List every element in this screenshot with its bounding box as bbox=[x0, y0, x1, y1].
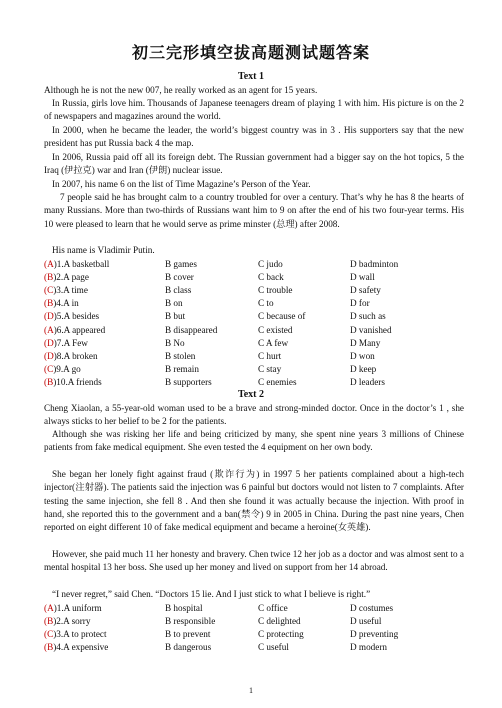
text2-paragraph: Although she was risking her life and being criticized by many, she spent nine years 3 millions of Chinese patients from fake medical equipment. She even tested the 4 equipment on her own body. bbox=[44, 429, 464, 453]
paren-open: ( bbox=[44, 298, 48, 309]
question-answer-and-option-a bbox=[44, 641, 108, 654]
text2-paragraph: However, she paid much 11 her honesty and bravery. Chen twice 12 her job as a doctor and was almost sent to a mental hospital 13 her boss. She used up her money and lived on support from her 14 abroad. bbox=[44, 549, 465, 573]
question-number: )8. bbox=[53, 350, 64, 361]
question-answer-and-option-a bbox=[44, 628, 107, 641]
question-answer-and-option-a bbox=[44, 310, 99, 323]
paren-open: ( bbox=[44, 603, 48, 613]
option-b: B cover bbox=[165, 272, 194, 283]
question-number: )5. bbox=[53, 311, 64, 322]
question-number: )7. bbox=[53, 337, 64, 348]
option-a: A sorry bbox=[63, 616, 91, 627]
question-number: )1. bbox=[53, 603, 64, 613]
paren-open: ( bbox=[44, 642, 48, 653]
option-b: B class bbox=[165, 285, 192, 296]
option-d: D modern bbox=[350, 642, 387, 653]
option-c: C trouble bbox=[258, 285, 293, 296]
answer-letter: A bbox=[47, 259, 54, 269]
answer-letter: B bbox=[47, 642, 54, 653]
option-c: C to bbox=[258, 298, 274, 309]
question-number: )3. bbox=[53, 285, 64, 296]
option-d: D badminton bbox=[350, 259, 399, 269]
paren-open: ( bbox=[44, 311, 48, 322]
page-number: 1 bbox=[249, 686, 253, 695]
question-number: )4. bbox=[53, 298, 64, 309]
text1-paragraph: In Russia, girls love him. Thousands of Japanese teenagers dream of playing 1 with him. His picture is on the 2 of newspapers and magazines around the world. bbox=[44, 98, 464, 122]
option-d: D for bbox=[350, 298, 370, 309]
option-a: A besides bbox=[63, 311, 100, 322]
question-number: )3. bbox=[53, 629, 64, 640]
option-c: C existed bbox=[258, 324, 293, 335]
answer-letter: C bbox=[47, 629, 54, 640]
option-b: B remain bbox=[165, 363, 199, 374]
paren-open: ( bbox=[44, 350, 48, 361]
option-a: A page bbox=[63, 272, 89, 283]
text2-heading: Text 2 bbox=[237, 389, 265, 400]
paren-open: ( bbox=[44, 629, 48, 640]
text1-heading: Text 1 bbox=[237, 71, 265, 82]
option-b: B on bbox=[165, 298, 183, 309]
question-answer-and-option-a bbox=[44, 615, 90, 628]
question-number: )4. bbox=[53, 642, 64, 653]
option-b: B responsible bbox=[165, 616, 216, 627]
option-b: B to prevent bbox=[165, 629, 211, 640]
option-d: D won bbox=[350, 350, 375, 361]
question-number: )10. bbox=[53, 376, 68, 387]
paren-open: ( bbox=[44, 337, 48, 348]
paren-open: ( bbox=[44, 376, 48, 387]
option-c: C stay bbox=[258, 363, 282, 374]
option-d: D keep bbox=[350, 363, 377, 374]
option-c: C hurt bbox=[258, 350, 282, 361]
option-c: C protecting bbox=[258, 629, 304, 640]
document-title: 初三完形填空拔高题测试题答案 bbox=[131, 43, 370, 62]
answer-letter: B bbox=[47, 616, 54, 627]
answer-letter: A bbox=[47, 603, 54, 613]
question-answer-and-option-a bbox=[44, 284, 88, 297]
option-b: B supporters bbox=[165, 376, 212, 387]
option-a: A time bbox=[63, 285, 88, 296]
option-c: C A few bbox=[258, 337, 289, 348]
option-c: C enemies bbox=[258, 376, 297, 387]
option-d: D Many bbox=[350, 337, 381, 348]
option-c: C useful bbox=[258, 642, 289, 653]
option-a: A Few bbox=[63, 337, 88, 348]
option-b: B but bbox=[165, 311, 186, 322]
option-b: B disappeared bbox=[165, 324, 218, 335]
answer-letter: C bbox=[47, 363, 54, 374]
question-answer-and-option-a bbox=[44, 258, 109, 271]
answer-letter: B bbox=[47, 376, 54, 387]
question-answer-and-option-a bbox=[44, 363, 81, 376]
text1-paragraph: Although he is not the new 007, he really worked as an agent for 15 years. bbox=[44, 85, 318, 95]
question-answer-and-option-a bbox=[44, 376, 102, 389]
question-number: )1. bbox=[53, 259, 64, 269]
question-number: )6. bbox=[53, 324, 64, 335]
answer-letter: D bbox=[47, 350, 54, 361]
text2-paragraph: “I never regret,” said Chen. “Doctors 15 lie. And I just stick to what I believe is right.” bbox=[52, 589, 371, 599]
option-d: D preventing bbox=[350, 629, 399, 640]
text2-paragraph: Cheng Xiaolan, a 55-year-old woman used to be a brave and strong-minded doctor. Once in the doctor’s 1 , she always sticks to her belief to be 2 for the patients. bbox=[44, 403, 464, 427]
text1-paragraph: In 2007, his name 6 on the list of Time Magazine’s Person of the Year. bbox=[52, 179, 311, 189]
option-a: A broken bbox=[63, 350, 98, 361]
option-a: A go bbox=[63, 363, 81, 374]
option-a: A in bbox=[63, 298, 79, 309]
paren-open: ( bbox=[44, 324, 48, 335]
question-number: )2. bbox=[53, 272, 64, 283]
answer-letter: B bbox=[47, 298, 54, 309]
option-d: D safety bbox=[350, 285, 381, 296]
question-answer-and-option-a bbox=[44, 324, 105, 337]
option-a: A appeared bbox=[63, 324, 106, 335]
answer-letter: A bbox=[47, 324, 54, 335]
question-answer-and-option-a bbox=[44, 297, 79, 310]
answer-letter: C bbox=[47, 285, 54, 296]
question-answer-and-option-a bbox=[44, 602, 102, 615]
paren-open: ( bbox=[44, 285, 48, 296]
option-b: B stolen bbox=[165, 350, 196, 361]
text2-paragraph: She began her lonely fight against fraud (欺诈行为) in 1997 5 her patients complained about a high-tech injector(注射器). The patients said the injection was 6 painful but doctors would not listen to 7 complaints. After testing the same injection, she fell 8 . And then she found it was actually because the injection. With proof in hand, she reported this to the government and a ban(禁令) 9 in 2005 in China. During the past nine years, Chen reported on eight different 10 of fake medical equipment and became a heroine(女英雄). bbox=[44, 469, 464, 533]
paren-open: ( bbox=[44, 259, 48, 269]
option-c: C because of bbox=[258, 311, 306, 322]
answer-letter: D bbox=[47, 337, 54, 348]
option-b: B hospital bbox=[165, 603, 203, 613]
question-number: )9. bbox=[53, 363, 64, 374]
option-c: C judo bbox=[258, 259, 283, 269]
question-number: )2. bbox=[53, 616, 64, 627]
option-c: C delighted bbox=[258, 616, 301, 627]
option-b: B dangerous bbox=[165, 642, 212, 653]
option-a: A uniform bbox=[63, 603, 102, 613]
option-c: C back bbox=[258, 272, 284, 283]
option-a: A basketball bbox=[63, 259, 110, 269]
answer-letter: B bbox=[47, 272, 54, 283]
question-answer-and-option-a bbox=[44, 350, 98, 363]
option-b: B games bbox=[165, 259, 197, 269]
text1-paragraph: In 2000, when he became the leader, the world’s biggest country was in 3 . His supporters say that the new president has put Russia back 4 the map. bbox=[44, 125, 464, 149]
text1-paragraph: 7 people said he has brought calm to a country troubled for over a century. That’s why he has 8 the hearts of many Russians. More than two-thirds of Russians want him to 9 on after the end of his two four-year terms. His 10 were pleased to learn that he would serve as prime minster (总理) after 2008. bbox=[44, 192, 464, 229]
option-c: C office bbox=[258, 603, 288, 613]
option-d: D wall bbox=[350, 272, 375, 283]
option-b: B No bbox=[165, 337, 185, 348]
option-a: A friends bbox=[67, 376, 102, 387]
answer-letter: D bbox=[47, 311, 54, 322]
option-a: A to protect bbox=[63, 629, 107, 640]
paren-open: ( bbox=[44, 616, 48, 627]
text1-paragraph: In 2006, Russia paid off all its foreign debt. The Russian government had a bigger say on the hot topics, 5 the Iraq (伊拉克) war and Iran (伊朗) nuclear issue. bbox=[44, 152, 464, 176]
option-d: D costumes bbox=[350, 603, 394, 613]
option-d: D leaders bbox=[350, 376, 385, 387]
option-d: D useful bbox=[350, 616, 382, 627]
option-a: A expensive bbox=[63, 642, 109, 653]
text1-paragraph: His name is Vladimir Putin. bbox=[52, 245, 155, 255]
paren-open: ( bbox=[44, 272, 48, 283]
question-answer-and-option-a bbox=[44, 337, 88, 350]
option-d: D vanished bbox=[350, 324, 392, 335]
paren-open: ( bbox=[44, 363, 48, 374]
option-d: D such as bbox=[350, 311, 386, 322]
question-answer-and-option-a bbox=[44, 271, 89, 284]
